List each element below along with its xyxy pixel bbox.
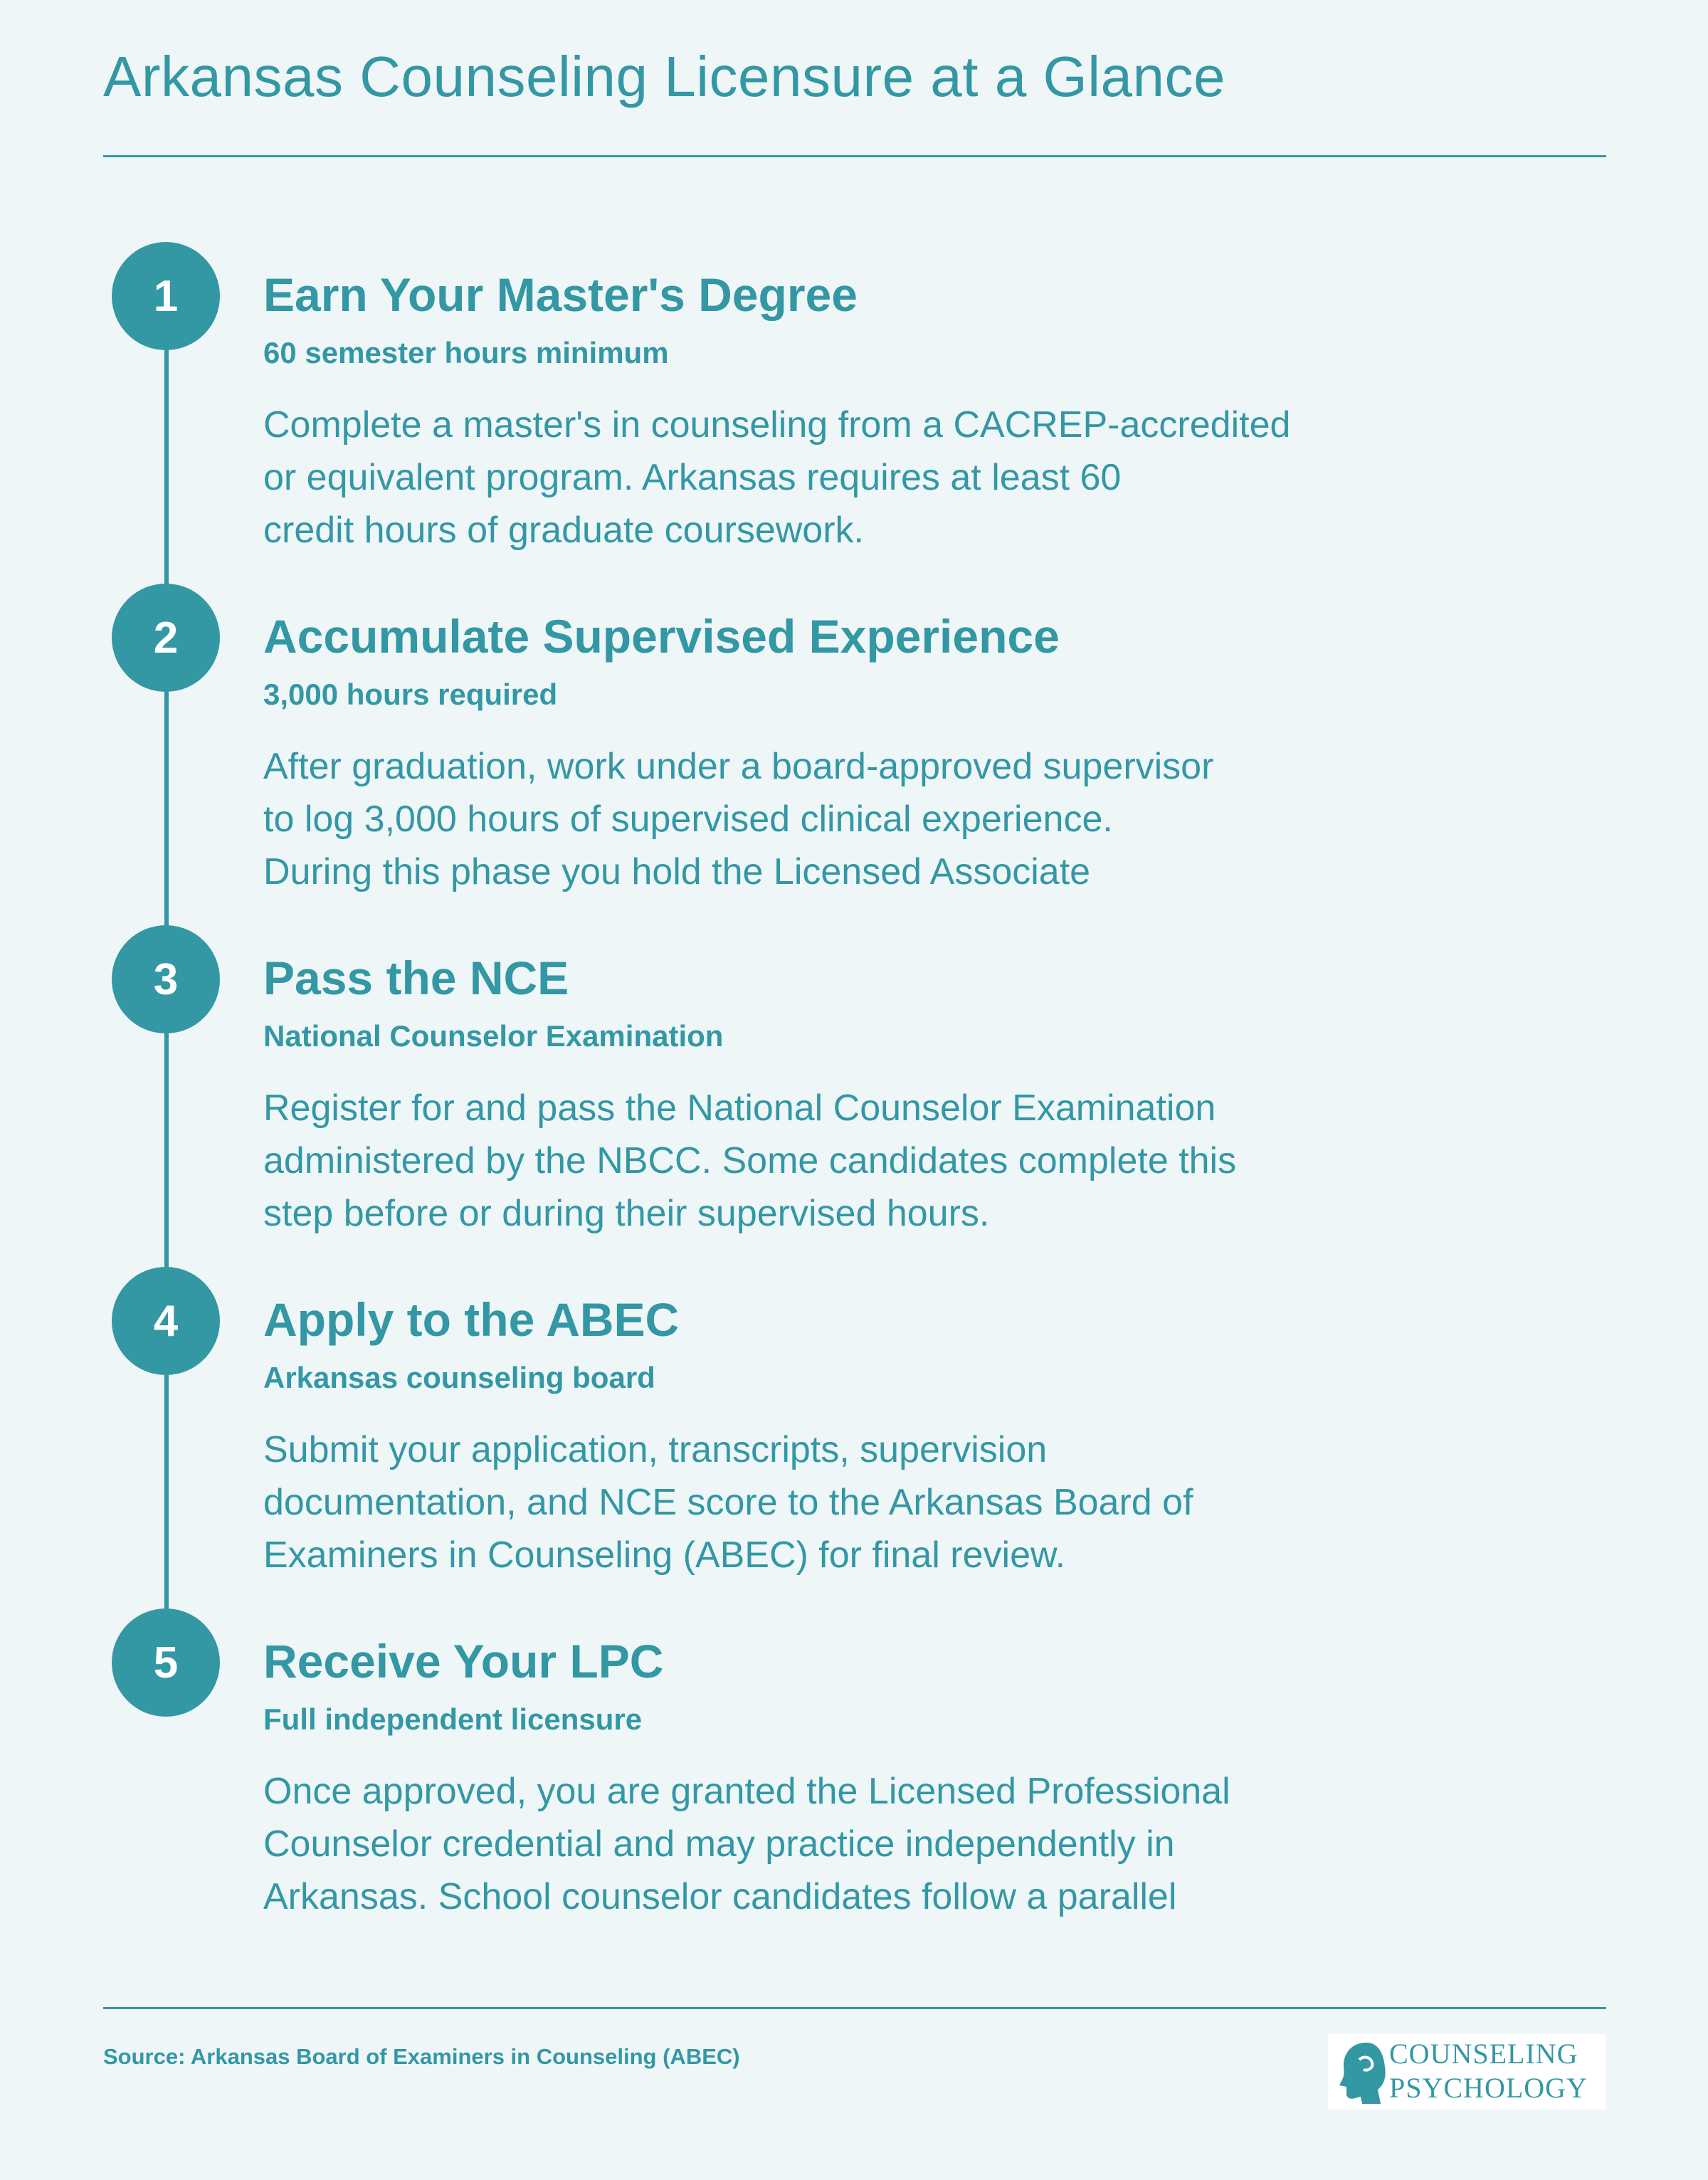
step-title: Receive Your LPC [263, 1635, 664, 1687]
step-description [263, 1082, 1487, 1240]
head-profile-icon [1338, 2040, 1388, 2109]
description-line: to log 3,000 hours of supervised clinical experience. [263, 799, 1113, 840]
description-line: or equivalent program. Arkansas requires at least 60 [263, 457, 1122, 498]
step-title: Pass the NCE [263, 952, 569, 1004]
description-line: Arkansas. School counselor candidates follow a parallel [263, 1876, 1177, 1917]
step-number-badge: 3 [112, 925, 220, 1033]
description-line: During this phase you hold the Licensed Associate [263, 851, 1091, 892]
title-divider [103, 155, 1606, 157]
description-line: Counselor credential and may practice independently in [263, 1823, 1175, 1865]
description-line: Complete a master's in counseling from a CACREP-accredited [263, 404, 1291, 446]
step-number-badge: 4 [112, 1267, 220, 1375]
step-number-badge: 1 [112, 242, 220, 350]
step-title: Accumulate Supervised Experience [263, 610, 1060, 663]
source-note: Source: Arkansas Board of Examiners in Counseling (ABEC) [103, 2044, 740, 2069]
description-line: Submit your application, transcripts, supervision [263, 1429, 1048, 1470]
step-title: Earn Your Master's Degree [263, 268, 858, 321]
footer-divider [103, 2007, 1606, 2009]
description-line: documentation, and NCE score to the Arkansas Board of [263, 1482, 1193, 1523]
description-line: step before or during their supervised hours. [263, 1193, 990, 1234]
step-subtitle: 60 semester hours minimum [263, 336, 669, 369]
step-description [263, 1423, 1487, 1581]
page-title: Arkansas Counseling Licensure at a Glance [103, 45, 1225, 108]
logo-text-line-1: COUNSELING [1389, 2038, 1578, 2070]
step-description [263, 1765, 1487, 1923]
description-line: administered by the NBCC. Some candidates complete this [263, 1140, 1237, 1181]
step-subtitle: 3,000 hours required [263, 678, 558, 711]
description-line: Examiners in Counseling (ABEC) for final review. [263, 1534, 1066, 1576]
description-line: After graduation, work under a board-approved supervisor [263, 746, 1214, 787]
counseling-psychology-logo [1328, 2034, 1606, 2110]
description-line: credit hours of graduate coursework. [263, 510, 864, 551]
step-description [263, 399, 1487, 557]
description-line: Once approved, you are granted the Licensed Professional [263, 1771, 1230, 1812]
step-number-badge: 2 [112, 584, 220, 692]
step-title: Apply to the ABEC [263, 1293, 680, 1346]
logo-text-line-2: PSYCHOLOGY [1389, 2072, 1588, 2104]
step-subtitle: Full independent licensure [263, 1702, 643, 1736]
description-line: Register for and pass the National Counselor Examination [263, 1088, 1216, 1129]
step-description [263, 740, 1487, 898]
step-subtitle: National Counselor Examination [263, 1019, 724, 1053]
step-number-badge: 5 [112, 1608, 220, 1717]
step-subtitle: Arkansas counseling board [263, 1361, 655, 1394]
